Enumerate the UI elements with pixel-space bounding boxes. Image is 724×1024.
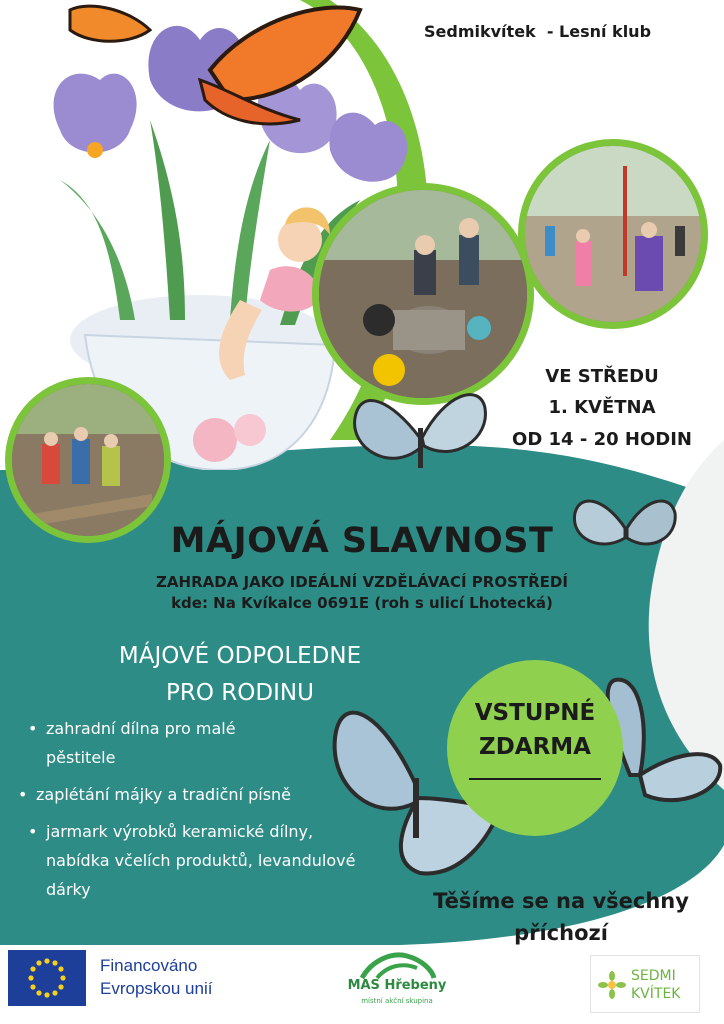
program-heading [40,638,440,712]
entry-line1: VSTUPNÉ [474,700,596,726]
event-title: MÁJOVÁ SLAVNOST [170,521,554,561]
mas-name: MAS Hřebeny [347,978,447,993]
event-location: kde: Na Kvíkalce 0691E (roh s ulicí Lhotecká) [171,594,553,612]
club-name: Sedmikvítek - Lesní klub [424,22,652,41]
eu-logo [8,950,243,1014]
entry-free-badge [447,660,623,836]
entry-underline [469,778,601,780]
list-item [18,780,318,809]
list-item [28,817,368,904]
photo-maypole-dance [518,139,708,329]
program-heading-line2: PRO RODINU [166,680,314,706]
flower-icon [597,970,627,1000]
hills-icon [332,950,462,980]
eu-flag-icon [8,950,86,1006]
list-item-text: jarmark výrobků keramické dílny, nabídka včelích produktů, levandulové dárky [46,822,356,899]
eu-text-line2: Evropskou unií [100,979,213,998]
list-item [28,714,298,772]
list-item-text: zaplétání májky a tradiční písně [36,785,292,804]
mas-subtitle: místní akční skupina [361,997,433,1005]
logo-line2: KVÍTEK [631,986,681,1002]
program-list [18,714,378,904]
closing-message [405,885,717,949]
closing-line2: příchozí [514,921,608,945]
event-time [492,362,712,456]
list-item-text: zahradní dílna pro malé pěstitele [46,719,236,767]
closing-line1: Těšíme se na všechny [433,889,689,913]
event-hours: OD 14 - 20 HODIN [512,429,692,450]
event-subtitle: ZAHRADA JAKO IDEÁLNÍ VZDĚLÁVACÍ PROSTŘEDÍ [156,573,568,591]
program-heading-line1: MÁJOVÉ ODPOLEDNE [118,643,362,669]
photo-kids-playground [5,377,171,543]
logo-line1: SEDMI [631,968,676,984]
entry-line2: ZDARMA [479,734,591,760]
event-date: 1. KVĚTNA [548,397,656,418]
eu-text-line1: Financováno [100,956,198,975]
butterfly-icon [350,378,490,488]
mas-hrebeny-logo [332,950,462,1020]
sedmikvitek-logo [590,955,700,1013]
event-day: VE STŘEDU [545,366,659,387]
